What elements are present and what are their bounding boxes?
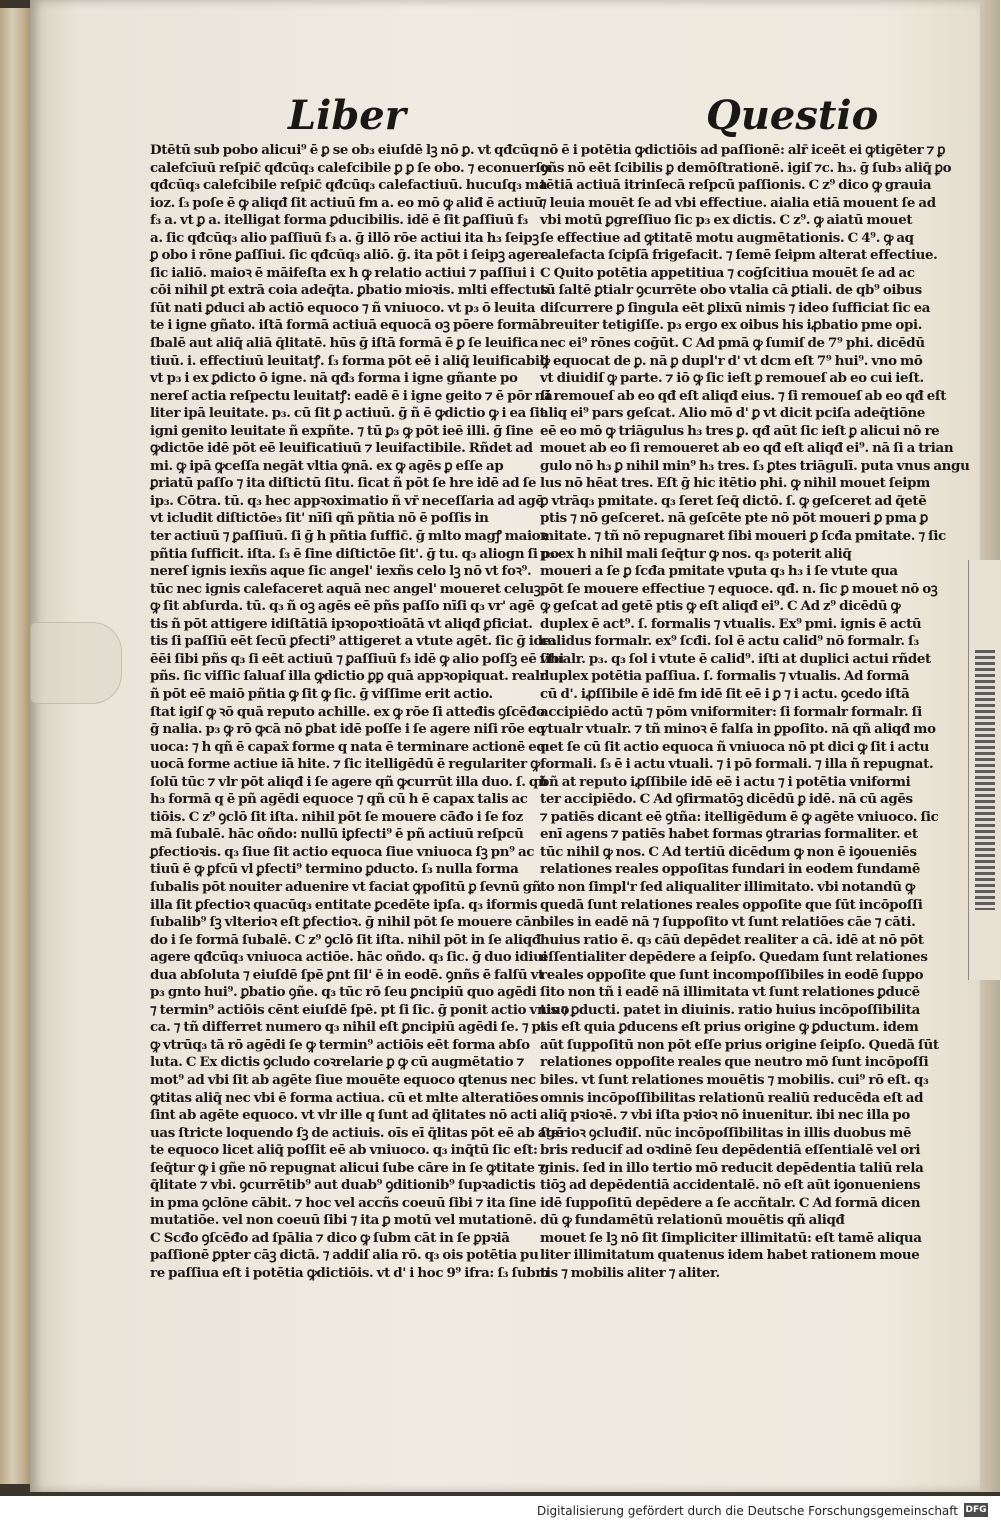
text-line: uoca: ⁊ h qñ ē capax̄ forme q nata ē terminare actionē eq xyxy=(150,738,546,755)
text-line: re paſſiua eſt i potētia ꝙdictiōis. vt d' i hoc 9⁹ ifra: ſ₃ ſubm xyxy=(150,1265,550,1281)
text-line: ꝙ equocat de ꝑ. nā ꝑ dupl'r d' vt dcm eſt 7⁹ hui⁹. vno mō xyxy=(540,352,923,369)
text-line: tūc nihil ꝙ nos. C Ad tertiū dicēdum ꝙ non ē iꝯoueniēs xyxy=(540,843,917,860)
text-line: ginis. ſed in illo tertio mō reducit depēdentia taliū rela xyxy=(540,1159,924,1176)
text-line: uocā forme actiue iā hite. ⁊ ſic itelligēdū ē regulariter ꝙ xyxy=(150,756,540,773)
text-line: dū ꝙ fundamētū relationū mouētis qñ aliqđ xyxy=(540,1212,845,1229)
text-line: tis ⁊ mobilis aliter ⁊ aliter. xyxy=(540,1265,720,1281)
text-line: uet ſe cū ſit actio equoca ñ vniuoca nō pt dici ꝙ ſit i actu xyxy=(540,738,929,755)
text-line: mi. ꝙ ipā ꝙceſſa negāt vltia ꝙnā. ex ꝙ agēs ꝑ eſſe ap xyxy=(150,457,504,474)
text-line: tiōis. C z⁹ ꝯclō ſit iſta. nihil pōt ſe mouere cāđo i ſe foz xyxy=(150,808,523,825)
text-line: ꝑriatū paſſo ⁊ ita diſtictū ſitu. ſicat ñ pōt ſe hre idē ad ſe xyxy=(150,475,537,492)
text-line: ptis ⁊ nō geſceret. nā geſcēte pte nō pōt moueri ꝑ pma ꝑ xyxy=(540,510,928,527)
text-line: tiuū. i. effectiuū leuitatꝭ. ſ₃ forma pōt eē i aliq̄ leuificabili xyxy=(150,352,550,369)
text-line: aliq̄ pꝛioꝛē. ⁊ vbi iſta pꝛioꝛ nō inuenitur. ibi nec illa po xyxy=(540,1107,910,1124)
text-line: ꝑ obo i rōne ꝑaſſiui. ſic qđcūq₃ aliō. ḡ. ita pōt i ſeipꝫ agere xyxy=(150,247,549,264)
text-line: ſito non tñ i eadē nā illimitata vt ſunt relationes ꝑducē xyxy=(540,984,920,1001)
plate-pattern xyxy=(975,650,995,910)
text-line: ñ pōt eē maiō pñtia ꝙ ſit ꝙ ſic. ḡ viſſime erit actio. xyxy=(150,685,493,702)
text-line: ter accipiēdo. C Ad ꝯfirmatōꝫ dicēdū ꝑ idē. nā cū agēs xyxy=(540,791,913,808)
text-line: C Quito potētia appetitiua ⁊ coḡſcitiua mouēt ſe ad ac xyxy=(540,264,915,281)
text-line: enī agens ⁊ patiēs habet formas ꝯtrarias formaliter. et xyxy=(540,826,918,843)
text-line: te equoco licet aliq̄ poſſit eē ab vniuoco. q₃ inq̄tū ſic eſt: xyxy=(150,1142,538,1159)
text-line: q̄litate ⁊ vbi. ꝯcurrētib⁹ aut duab⁹ ꝯditionib⁹ ſupꝛadictis xyxy=(150,1177,536,1194)
text-line: f₃ a. vt ꝑ a. itelligat forma ꝑducibilis. idē ē ſit ꝑaſſiuū f₃ xyxy=(150,212,528,229)
running-head-left: Liber xyxy=(288,92,406,139)
text-line: biles in eadē nā ⁊ ſuppoſito vt ſunt relatiōes cāe ⁊ cāti. xyxy=(540,914,916,931)
text-line: bris reducif ad oꝛdinē ſeu depēdentiā eſſentialē vel ori xyxy=(540,1142,921,1159)
text-line: vtualr vtualr. ⁊ tñ minoꝛ ē falſa in ꝑpoſito. nā qñ aliqđ mo xyxy=(540,721,936,738)
text-line: dua abſoluta ⁊ eiuſdē ſpē ꝑnt ſil' ē in eodē. ꝯnñs ē falſū vt xyxy=(150,966,544,983)
text-line: vt diuidiſ ꝙ parte. ⁊ iō ꝙ ſic ieſt ꝑ remoueſ ab eo cui ieſt. xyxy=(540,370,924,387)
text-line: bñ at reputo iꝓſſibile idē eē i actu ⁊ i potētia vniformi xyxy=(540,773,911,790)
text-line: ſe effectiue ad ꝙtitatē motu augmētationis. C 4⁹. ꝙ aq xyxy=(540,229,914,246)
text-line: ſterioꝛ ꝯcluđiſ. nūc incōpoſſibilitas in illis duobus mē xyxy=(540,1124,912,1141)
text-line: tū ſaltē ꝑtialr ꝯcurrēte obo vtalia cā ꝑtiali. de qb⁹ oibus xyxy=(540,282,922,299)
text-line: tūc nec ignis calefaceret aquā nec angel' moueret celuꝫ xyxy=(150,580,541,597)
text-line: h₃ formā q ē pñ agēdi equoce ⁊ qñ cū h ē capax talis ac xyxy=(150,791,528,808)
text-line: a. ſic qđcūq₃ alio paſſiuū f₃ a. ḡ illō rōe actiui ita h₃ ſeipꝫ xyxy=(150,229,539,246)
text-line: ſeq̄tur ꝙ i gñe nō repugnat alicui ſube cāre in ſe ꝙtitate ⁊ xyxy=(150,1159,546,1176)
text-line: tis ñ pōt attigere idiſtātiā ipꝛopoꝛtioātā vt aliqđ ꝑficiat. xyxy=(150,615,533,632)
text-line: ſic ialiō. maioꝛ ē māifeſta ex h ꝙ relatio actiui ⁊ paſſiui i xyxy=(150,264,535,281)
text-line: mutatiōe. vel non coeuū ſibi ⁊ ita ꝑ motū vel mutationē. xyxy=(150,1212,537,1229)
text-line: omnis incōpoſſibilitas relationū realiū reducēda eſt ad xyxy=(540,1089,924,1106)
text-line: calefacta ſcipſā frigefacit. ⁊ ſemē ſeipm alterat effectiue. xyxy=(540,247,938,264)
text-line: vt p₃ i ex ꝑdicto ō igne. nā qđ₃ forma i igne gñante po xyxy=(150,370,518,387)
text-line: do i ſe formā ſubalē. C z⁹ ꝯclō ſit iſta. nihil pōt in ſe aliqđ xyxy=(150,931,541,948)
text-line: paſſionē ꝑpter cāꝫ dictā. ⁊ addiſ alia rō. q₃ ois potētia pu xyxy=(150,1247,539,1264)
text-line: moueri a ſe ꝑ ſcđa pmitate vꝑuta q₃ h₃ i ſe vtute qua xyxy=(540,563,898,580)
text-line: mā ſubalē. hāc oñdo: nullū iꝑfecti⁹ ē pñ actiuū reſpcū xyxy=(150,826,524,843)
text-line: pñtia ſufficit. iſta. ſ₃ ē ſine diſtictōe ſit'. ḡ tu. q₃ aliogn ſi po xyxy=(150,545,559,562)
text-line: ⁊ patiēs dicant eē ꝯtña: itelligēdum ē ꝙ agēte vniuoco. ſic xyxy=(540,808,939,825)
text-line: tētiā actiuā itrinſecā reſpcū paſſionis. C z⁹ dico ꝙ grauia xyxy=(540,177,932,194)
text-line: ſbalē aut aliq̄ aliā q̄litatē. hūs ḡ iſtā formā ē ꝑ ſe leuifica xyxy=(150,335,539,352)
text-line: tiuū ē ꝙ ꝑfcū vl ꝑfecti⁹ termino ꝑducto. ſ₃ nulla forma xyxy=(150,861,519,878)
text-line: calidus formalr. ex⁹ ſcđi. ſol ē actu calid⁹ nō formalr. ſ₃ xyxy=(540,633,919,650)
text-line: mitate. ⁊ tñ nō repugnaret ſibi moueri ꝑ ſcđa pmitate. ⁊ ſic xyxy=(540,528,946,545)
text-line: eſſentialiter depēdere a ſeipſo. Quedam ſunt relationes xyxy=(540,949,928,966)
text-line: p₃ ex h nihil mali ſeq̄tur ꝙ nos. q₃ poterit aliq̄ xyxy=(540,545,852,562)
text-line: accipiēdo actū ⁊ pōm vniformiter: ſi formalr formalr. ſi xyxy=(540,703,922,720)
text-line: ꝙ geſcat ad getē ptis ꝙ eſt aliqđ ei⁹. C Ad z⁹ dicēdū ꝙ xyxy=(540,598,901,615)
text-line: eē eo mō ꝙ triāgulus h₃ tres ꝑ. qđ aūt ſic ieſt ꝑ alicui nō re xyxy=(540,422,940,439)
text-line: gulo nō h₃ ꝑ nihil min⁹ h₃ tres. ſ₃ ꝑtes triāgulī. puta vnus angu xyxy=(540,457,970,474)
text-line: ſi remoueſ ab eo qđ eſt aliqđ eius. ⁊ ſi remoueſ ab eo qđ eſt xyxy=(540,387,947,404)
text-line: illa ſit ꝑfectioꝛ quacūq₃ entitate ꝑcedēte ipſa. q₃ iformis xyxy=(150,896,538,913)
text-line: vt icludit diſtictōe₃ ſit' nīſi qñ pñtia nō ē poſſis in xyxy=(150,510,489,527)
text-line: pñs. ſic viſſic ſaluaſ illa ꝙdictio ꝑꝑ quā appꝛopiquat. realr xyxy=(150,668,547,685)
text-line: in pma ꝯclōne cābit. ⁊ hoc vel accñs coeuū ſibi ⁊ ita ſine xyxy=(150,1194,537,1211)
text-line: vtualr. p₃. q₃ ſol i vtute ē calid⁹. iſti at duplici actui rñdet xyxy=(540,650,931,667)
text-line: nō ē i potētia ꝙdictiōis ad paſſionē: alr̄ iceēt ei ꝙtigēter ⁊ ꝑ xyxy=(540,142,946,158)
text-line: duplex ē act⁹. ſ. formalis ⁊ vtualis. Ex⁹ pmi. ignis ē actū xyxy=(540,615,922,632)
text-line: formali. ſ₃ ē i actu vtuali. ⁊ i pō formali. ⁊ illa ñ repugnat. xyxy=(540,756,934,773)
text-line: tiōꝫ ad depēdentiā accidentalē. nō eſt aūt iꝯonueniens xyxy=(540,1177,921,1194)
text-line: to non ſimpl'r ſed aliqualiter illimitato. vbi notandū ꝙ xyxy=(540,878,915,895)
text-line: breuiter tetigiſſe. p₃ ergo ex oibus his iꝓbatio pme opi. xyxy=(540,317,923,334)
text-line: te i igne gñato. iſtā formā actiuā equocā oꝫ pōere formā xyxy=(150,317,540,334)
text-line: ſint ab agēte equoco. vt vlr ille q ſunt ad q̄litates nō acti xyxy=(150,1107,537,1124)
footer-credit: Digitalisierung gefördert durch die Deutsche Forschungsgemeinschaft xyxy=(536,1504,958,1518)
page-stack-left-edge xyxy=(0,8,30,1484)
text-line: mouet ſe lꝫ nō ſit ſimpliciter illimitatū: eſt tamē aliqua xyxy=(540,1229,922,1246)
text-line: C Scđo ꝯſcēđo ad ſpālia ⁊ dico ꝙ ſubm cāt in ſe ꝑpꝛiā xyxy=(150,1229,510,1246)
text-line: ḡ nalia. p₃ ꝙ rō ꝙcā nō ꝑbat idē poſſe i ſe agere niſi rōe eq xyxy=(150,721,546,738)
text-line: mouet ab eo ſi remoueret ab eo qđ eſt aliqđ ei⁹. nā ſi a trian xyxy=(540,440,954,457)
text-line: p₃ gnto hui⁹. ꝑbatio ꝯñe. q₃ tūc rō ſeu ꝑncipiū quo agēdi xyxy=(150,984,537,1001)
text-line: ꝯñs nō eēt ſcibilis ꝑ demōſtrationē. igiſ ⁊c. h₃. ḡ ſub₃ aliq̄ ꝑo xyxy=(540,159,952,176)
text-line: tis ſi paſſiū eēt ſecū ꝑfecti⁹ attigeret a vtute agēt. ſic ḡ ide₃ xyxy=(150,633,557,650)
text-line: duplex potētia paſſiua. ſ. formalis ⁊ vtualis. Ad formā xyxy=(540,668,910,685)
text-line: aliq ei⁹ pars geſcat. Alio mō d' ꝑ vt dicit pciſa adeq̄tiōne xyxy=(540,405,926,422)
text-line: ſolū tūc ⁊ vlr pōt aliqđ i ſe agere qñ ꝙcurrūt illa duo. ſ. qñ xyxy=(150,773,548,790)
text-line: reales oppoſite que ſunt incompoſſibiles in eodē ſuppo xyxy=(540,966,924,983)
text-line: ꝙ ſit abſurda. tū. q₃ ñ oꝫ agēs eē pñs paſſo nīſi q₃ vr' agē xyxy=(150,598,535,615)
text-line: tis eſt quia ꝑducens eſt prius origine ꝙ ꝑductum. idem xyxy=(540,1019,919,1036)
text-line: mot⁹ ad vbi ſit ab agēte ſiue mouēte equoco qtenus nec xyxy=(150,1071,536,1088)
clip-mark xyxy=(30,622,122,704)
text-line: ſubalis pōt nouiter aduenire vt faciat ꝙpoſitū ꝑ ſevnū gñ xyxy=(150,878,542,895)
text-line: ioz. ſ₃ poſe ē ꝙ aliqđ ſit actiuū fm a. eo mō ꝙ aliđ ē actiuū xyxy=(150,194,544,211)
text-line: ꝙdictōe idē pōt eē leuificatiuū ⁊ leuifactibile. Rñdet ad xyxy=(150,440,533,457)
facing-page-plate xyxy=(968,560,1001,980)
text-line: ꝙtitas aliq̄ nec vbi ē forma actiua. cū et mlte alteratiōes xyxy=(150,1089,539,1106)
text-line: calefcīuū reſpic̄ qđcūq₃ calefcibile ꝑ ꝑ ſe obo. ⁊ econuerſo xyxy=(150,159,550,176)
text-line: nereſ ignis iexñs aque ſic angel' iexñs celo lꝫ nō vt foꝛ⁹. xyxy=(150,563,532,580)
text-line: relationes reales oppoſitas fundari in eodem fundamē xyxy=(540,861,921,878)
text-line: ip₃. Cōtra. tū. q₃ hec appꝛoximatio ñ vr̄ neceſſaria ad agē xyxy=(150,492,544,509)
text-line: vbi motū ꝑgreſſiuo ſic p₃ ex dictis. C z⁹. ꝙ aiatū mouet xyxy=(540,212,913,229)
text-line: ſūt nati ꝑduci ab actiō equoco ⁊ ñ vniuoco. vt p₃ ō leuita xyxy=(150,299,536,316)
text-line: nereſ actia reſpectu leuitatꝭ: eadē ē i igne geito ⁊ ē pōr nā xyxy=(150,387,553,404)
text-line: ⁊ termin⁹ actiōis cēnt eiuſdē ſpē. pt ſi ſic. ḡ ponit actio vniuo xyxy=(150,1001,570,1018)
text-line: tis ⁊ ꝑducti. patet in diuinis. ratio huius incōpoſſibilita xyxy=(540,1001,920,1018)
text-line: biles. vt ſunt relationes mouētis ⁊ mobilis. cui⁹ rō eſt. q₃ xyxy=(540,1071,929,1088)
dfg-logo: DFG xyxy=(965,1505,987,1515)
text-line: ca. ⁊ tñ differret numero q₃ nihil eſt ꝑncipiū agēdi ſe. ⁊ p₃ xyxy=(150,1019,547,1036)
text-line: aūt ſuppoſitū non pōt eſſe prius origine ſeipſo. Quedā ſūt xyxy=(540,1036,939,1053)
text-line: agere qđcūq₃ vniuoca actiōe. hāc oñdo. q₃ ſic. ḡ duo idiui xyxy=(150,949,548,966)
text-line: ꝙ vtrūq₃ tā rō agēdi ſe ꝙ termin⁹ actiōis eēt forma abſo xyxy=(150,1036,530,1053)
text-line: ſubalib⁹ ſꝫ vlterioꝛ eſt ꝑfectioꝛ. ḡ nihil pōt ſe mouere cān xyxy=(150,914,541,931)
right-text-column xyxy=(540,142,970,1283)
text-line: luta. C Ex dictis ꝯcludo coꝛrelarie ꝑ ꝙ cū augmētatio ⁊ xyxy=(150,1054,524,1071)
text-line: ēēi ſibi pñs q₃ ſi eēt actiuū ⁊ ꝑaſſiuū f₃ idē ꝙ alio poſſꝫ eē ſibi xyxy=(150,650,564,667)
text-line: idē ſuppoſitū depēdere a ſe accñtalr. C Ad formā dicen xyxy=(540,1194,921,1211)
text-line: Dtētū sub pobo alicui⁹ ē ꝑ se ob₃ eiuſdē lꝫ nō ꝑ. vt qđcūq xyxy=(150,142,539,158)
text-line: nec ei⁹ rōnes coḡūt. C Ad pmā ꝙ ſumiſ de 7⁹ phi. dicēdū xyxy=(540,335,925,352)
text-line: cōi nihil ꝑt extrā coia adeq̄ta. ꝑbatio mioꝛis. mlti effectus xyxy=(150,282,548,299)
text-line: liter illimitatum quatenus idem habet rationem moue xyxy=(540,1247,920,1264)
running-head-right: Questio xyxy=(706,92,879,139)
text-line: qđcūq₃ calefcibile reſpic̄ qđcūq₃ calefactiuū. hucuſq₃ ma xyxy=(150,177,548,194)
text-line: igni genito leuitate ñ expñte. ⁊ tū ꝑ₃ ꝙ pōt ieē illi. ḡ ſine xyxy=(150,422,534,439)
text-line: cū d'. iꝓſſibile ē idē fm idē ſit eē i ꝑ ⁊ i actu. ꝯcedo iſtā xyxy=(540,685,910,702)
text-line: ⁊ leuia mouēt ſe ad vbi effectiue. aialia etiā mouent ſe ad xyxy=(540,194,936,211)
text-line: liter ipā leuitate. p₃. cū ſit ꝑ actiuū. ḡ ñ ē ꝙdictio ꝙ i ea ſit xyxy=(150,405,546,422)
text-line: quedā ſunt relationes reales oppoſite que ſūt incōpoſſi xyxy=(540,896,923,913)
left-text-column xyxy=(150,142,570,1283)
text-line: relationes oppoſite reales que neutro mō ſunt incōpoſſi xyxy=(540,1054,929,1071)
text-line: huius ratio ē. q₃ cāū depēdet realiter a cā. idē at nō pōt xyxy=(540,931,924,948)
text-line: ꝑfectioꝛis. q₃ ſiue ſit actio equoca ſiue vniuoca ſꝫ pn⁹ ac xyxy=(150,843,535,860)
text-line: ſtat igiſ ꝙ ꝛō quā reputo achille. ex ꝙ rōe ſi atteđis ꝯſcēđo xyxy=(150,703,545,720)
text-line: uas ſtricte loquendo ſꝫ de actiuis. oīs eī q̄litas pōt eē ab agē xyxy=(150,1124,564,1141)
text-line: ter actiuū ⁊ ꝑaſſiuū. ſi ḡ h pñtia ſuffic̄. ḡ mlto magꝭ maioꝛ xyxy=(150,528,547,545)
text-line: ꝑ vtrāq₃ pmitate. q₃ ſeret ſeq̄ dictō. ſ. ꝙ geſceret ad q̄etē xyxy=(540,492,927,509)
text-line: lus nō hēat tres. Eſt ḡ hic itētio phi. ꝙ nihil mouet ſeipm xyxy=(540,475,930,492)
text-line: diſcurrere ꝑ ſingula eēt ꝑlixū nimis ⁊ ideo ſufficiat ſic ea xyxy=(540,299,931,316)
text-line: pōt ſe mouere effectiue ⁊ equoce. qđ. n. ſic ꝑ mouet nō oꝫ xyxy=(540,580,938,597)
